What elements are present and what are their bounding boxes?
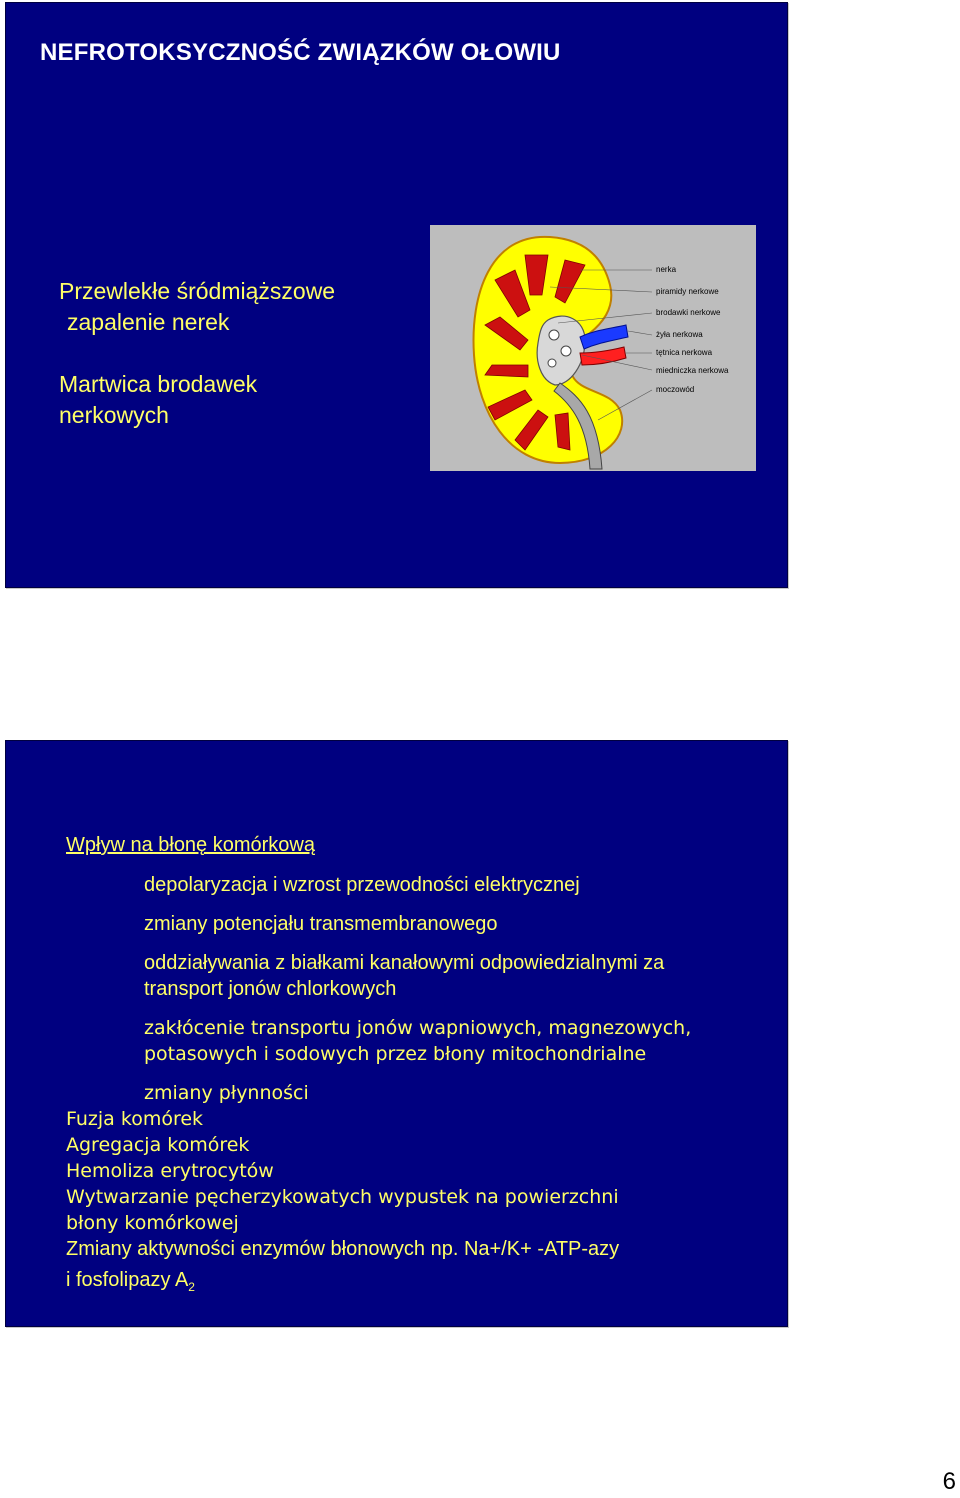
list-item: Fuzja komórek	[66, 1108, 204, 1130]
last-line-text: i fosfolipazy A	[66, 1269, 189, 1291]
sub-item: oddziaływania z białkami kanałowymi odpowiedzialnymi za	[144, 952, 665, 974]
bullet-line: zapalenie nerek	[67, 309, 230, 335]
figure-label: nerka	[656, 265, 677, 274]
subscript: 2	[188, 1280, 195, 1294]
figure-label: tętnica nerkowa	[656, 348, 713, 357]
list-item: Hemoliza erytrocytów	[66, 1160, 274, 1182]
list-item-last	[66, 1269, 195, 1294]
figure-label: piramidy nerkowe	[656, 287, 719, 296]
sub-item: zmiany płynności	[144, 1082, 309, 1104]
page-number: 6	[942, 1468, 956, 1495]
sub-item: zmiany potencjału transmembranowego	[144, 913, 498, 935]
figure-label: żyła nerkowa	[656, 330, 703, 339]
figure-label: miedniczka nerkowa	[656, 366, 729, 375]
figure-label: moczowód	[656, 385, 695, 394]
sub-item: zakłócenie transportu jonów wapniowych, magnezowych,	[144, 1017, 692, 1039]
slide-1	[5, 2, 788, 588]
bullet-line: nerkowych	[59, 402, 169, 428]
sub-item: transport jonów chlorkowych	[144, 978, 397, 1000]
kidney-diagram	[430, 225, 756, 471]
bullet-line: Martwica brodawek	[59, 371, 258, 397]
list-item: Agregacja komórek	[66, 1134, 250, 1156]
slide-2	[5, 740, 788, 1327]
slide-title: NEFROTOKSYCZNOŚĆ ZWIĄZKÓW OŁOWIU	[40, 39, 561, 66]
list-item: Zmiany aktywności enzymów błonowych np. Na+/K+ -ATP-azy	[66, 1238, 620, 1260]
sub-item: depolaryzacja i wzrost przewodności elektrycznej	[144, 874, 580, 896]
list-item: Wytwarzanie pęcherzykowatych wypustek na powierzchni	[66, 1186, 619, 1208]
sub-item: potasowych i sodowych przez błony mitochondrialne	[144, 1043, 647, 1065]
list-item: błony komórkowej	[66, 1212, 239, 1234]
bullet-line: Przewlekłe śródmiąższowe	[59, 278, 336, 304]
figure-label: brodawki nerkowe	[656, 308, 721, 317]
section-heading: Wpływ na błonę komórkową	[66, 834, 315, 856]
